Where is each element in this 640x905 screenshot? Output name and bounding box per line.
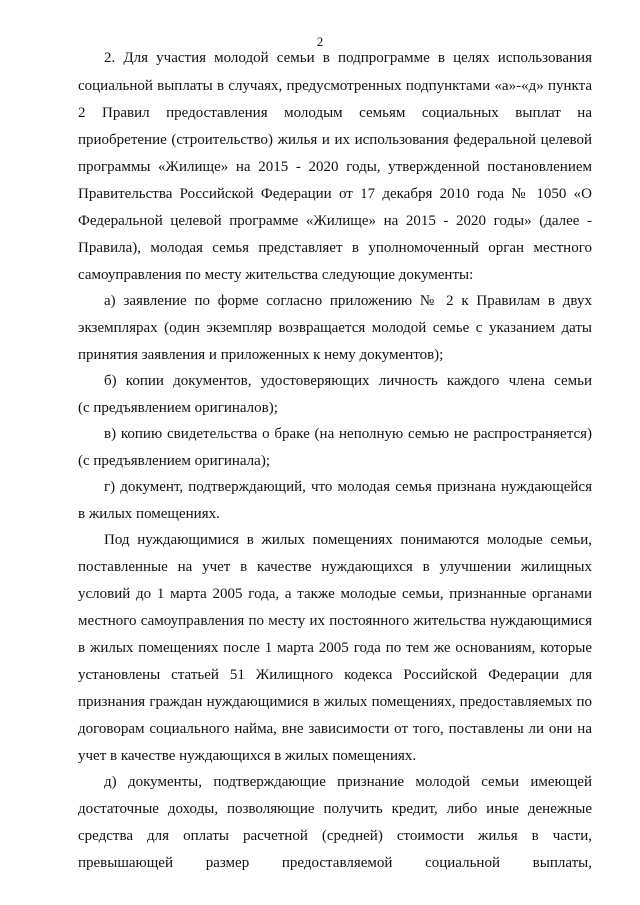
paragraph-b-line-1: б) копии документов, удостоверяющих личность каждого члена семьи xyxy=(104,373,592,389)
paragraph-1-line-3: 2 Правил предоставления молодым семьям социальных выплат на xyxy=(78,105,592,121)
paragraph-a-line-1: а) заявление по форме согласно приложению № 2 к Правилам в двух xyxy=(104,293,592,309)
paragraph-d-line-1: д) документы, подтверждающие признание молодой семьи имеющей xyxy=(104,774,592,790)
paragraph-1-line-7: Федеральной целевой программе «Жилище» на 2015 - 2020 годы» (далее - xyxy=(78,213,592,229)
paragraph-1-line-6: Правительства Российской Федерации от 17 декабря 2010 года № 1050 «О xyxy=(78,186,592,202)
paragraph-definition-line-2: поставленные на учет в качестве нуждающихся в улучшении жилищных xyxy=(78,559,592,575)
paragraph-definition-line-6: установлены статьей 51 Жилищного кодекса Российской Федерации для xyxy=(78,667,592,683)
paragraph-d-line-4: превышающей размер предоставляемой социальной выплаты, xyxy=(78,855,592,871)
paragraph-definition-line-1: Под нуждающимися в жилых помещениях понимаются молодые семьи, xyxy=(104,532,592,548)
paragraph-v-line-1: в) копию свидетельства о браке (на неполную семью не распространяется) xyxy=(104,426,592,442)
page-number: 2 xyxy=(316,34,324,49)
paragraph-definition-line-5: в жилых помещениях после 1 марта 2005 года по тем же основаниям, которые xyxy=(78,640,592,656)
paragraph-1-line-8: Правила), молодая семья представляет в уполномоченный орган местного xyxy=(78,240,592,256)
paragraph-d-line-3: средства для оплаты расчетной (средней) стоимости жилья в части, xyxy=(78,828,592,844)
paragraph-definition-line-7: признания граждан нуждающимися в жилых помещениях, предоставляемых по xyxy=(78,694,592,710)
paragraph-definition-line-8: договорам социального найма, вне зависимости от того, поставлены ли они на xyxy=(78,721,592,737)
paragraph-d-line-2: достаточные доходы, позволяющие получить кредит, либо иные денежные xyxy=(78,801,592,817)
paragraph-1-line-4: приобретение (строительство) жилья и их использования федеральной целевой xyxy=(78,132,592,148)
paragraph-g-line-1: г) документ, подтверждающий, что молодая семья признана нуждающейся xyxy=(104,479,592,495)
paragraph-1-line-1: 2. Для участия молодой семьи в подпрограмме в целях использования xyxy=(104,50,592,66)
paragraph-definition-line-4: местного самоуправления по месту их постоянного жительства нуждающимися xyxy=(78,613,592,629)
paragraph-g-line-2: в жилых помещениях. xyxy=(78,506,220,522)
paragraph-b-line-2: (с предъявлением оригиналов); xyxy=(78,400,278,416)
paragraph-a-line-2: экземплярах (один экземпляр возвращается молодой семье с указанием даты xyxy=(78,320,592,336)
paragraph-definition-line-3: условий до 1 марта 2005 года, а также молодые семьи, признанные органами xyxy=(78,586,592,602)
paragraph-a-line-3: принятия заявления и приложенных к нему документов); xyxy=(78,347,444,363)
paragraph-definition-line-9: учет в качестве нуждающихся в жилых помещениях. xyxy=(78,748,417,764)
paragraph-v-line-2: (с предъявлением оригинала); xyxy=(78,453,270,469)
paragraph-1-line-9: самоуправления по месту жительства следующие документы: xyxy=(78,267,474,283)
paragraph-1-line-5: программы «Жилище» на 2015 - 2020 годы, утвержденной постановлением xyxy=(78,159,592,175)
paragraph-1-line-2: социальной выплаты в случаях, предусмотренных подпунктами «а»-«д» пункта xyxy=(78,78,592,94)
